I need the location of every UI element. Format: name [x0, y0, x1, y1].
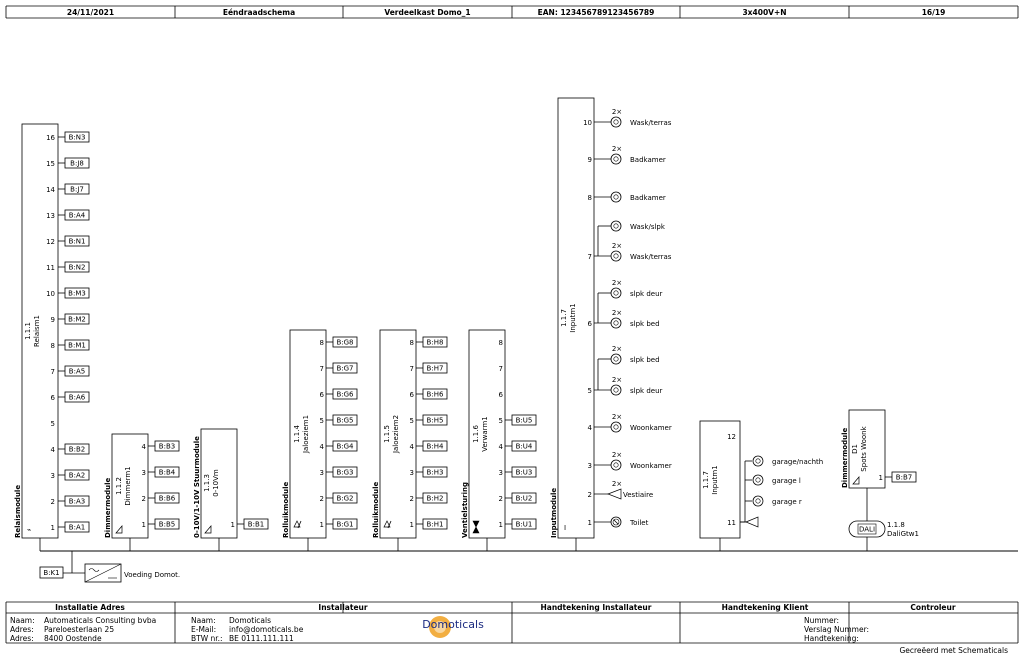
rolluik1-pin-number: 2 [319, 495, 324, 503]
input-pin-number: 9 [587, 156, 592, 164]
header-cell: 16/19 [921, 8, 946, 17]
dimmer-type-label: Dimmermodule [104, 477, 112, 538]
dali-symbol-text: DALI [858, 525, 876, 534]
dimmer-output-label: B:B5 [158, 520, 176, 529]
dimmer-pin-number: 4 [141, 443, 146, 451]
rolluik2-output-label: B:H4 [426, 442, 444, 451]
header-cell: EAN: 123456789123456789 [537, 8, 655, 17]
relais-output-label: B:N1 [68, 237, 86, 246]
rolluik2-output-label: B:H3 [426, 468, 444, 477]
ventiel-pin-number: 6 [498, 391, 503, 399]
input-label: slpk bed [630, 320, 660, 328]
dimmer2-pin-number: 1 [878, 474, 883, 482]
rolluik2-output-label: B:H5 [426, 416, 444, 425]
input-pin-number: 2 [587, 491, 592, 499]
rolluik1-pin-number: 7 [319, 365, 324, 373]
ventiel-pin-number: 5 [498, 417, 503, 425]
footer-credit: Gecreëerd met Schematicals [899, 646, 1008, 655]
footer-installateur-title: Installateur [318, 603, 368, 612]
footer-installatie-value: Pareloesterlaan 25 [44, 625, 115, 634]
footer-controleur-field: Verslag Nummer: [804, 625, 870, 634]
relais-pin-number: 2 [50, 498, 55, 506]
footer-controleur-title: Controleur [910, 603, 956, 612]
ventiel-pin-number: 4 [498, 443, 503, 451]
relais-pin-number: 1 [50, 524, 55, 532]
rolluik2-pin-number: 2 [409, 495, 414, 503]
rolluik1-output-label: B:G2 [336, 494, 354, 503]
input2-label: garage r [772, 498, 802, 506]
header-cell: 24/11/2021 [66, 8, 115, 17]
rolluik2-pin-number: 6 [409, 391, 414, 399]
input2-pushbutton-icon [753, 496, 763, 506]
input-multiplier: 2× [611, 242, 623, 250]
input-pushbutton-icon [611, 318, 621, 328]
input-pin-number: 6 [587, 320, 592, 328]
rolluik1-pin-number: 5 [319, 417, 324, 425]
footer-installatie-key: Adres: [10, 625, 34, 634]
input-pushbutton-icon [611, 154, 621, 164]
input-pin-number: 4 [587, 424, 592, 432]
footer-installatie-key: Naam: [10, 616, 35, 625]
input-multiplier: 2× [611, 480, 623, 488]
footer-installatie-value: 8400 Oostende [44, 634, 102, 643]
relais-output-label: B:M2 [68, 315, 86, 324]
rolluik1-pin-number: 3 [319, 469, 324, 477]
rolluik1-output-label: B:G6 [336, 390, 354, 399]
dimmer2-type-label: Dimmermodule [841, 427, 849, 488]
input-pushbutton-icon [611, 385, 621, 395]
footer-installatie-value: Automaticals Consulting bvba [44, 616, 157, 625]
input-pushbutton-icon [611, 221, 621, 231]
dimmer-output-label: B:B3 [158, 442, 176, 451]
dimmer-output-label: B:B6 [158, 494, 176, 503]
relais-module-id: 1.1.1 [24, 322, 32, 340]
input-label: slpk deur [630, 290, 663, 298]
rolluik2-pin-number: 8 [409, 339, 414, 347]
footer-installateur-key: E-Mail: [191, 625, 217, 634]
dimmer-pin-number: 2 [141, 495, 146, 503]
input-multiplier: 2× [611, 309, 623, 317]
rolluik2-pin-number: 5 [409, 417, 414, 425]
ventiel-pin-number: 1 [498, 521, 503, 529]
rolluik1-output-label: B:G7 [336, 364, 354, 373]
dimmer-pin-number: 3 [141, 469, 146, 477]
dimmer-module-id: 1.1.2 [115, 477, 123, 495]
relais-pin-number: 3 [50, 472, 55, 480]
input-sensor-icon [608, 489, 621, 499]
stuur-module-id: 1.1.3 [203, 474, 211, 492]
rolluik2-pin-number: 4 [409, 443, 414, 451]
ventiel-output-label: B:U1 [515, 520, 533, 529]
input-pushbutton-icon [611, 460, 621, 470]
rolluik1-output-label: B:G3 [336, 468, 354, 477]
relais-output-label: B:J7 [70, 185, 84, 194]
header-cell: Eéndraadschema [222, 8, 296, 17]
input2-pin-number: 11 [727, 519, 736, 527]
dali-id: 1.1.8 [887, 521, 905, 529]
relais-output-label: B:N3 [68, 133, 86, 142]
relais-output-label: B:B2 [68, 445, 86, 454]
dimmer2-output-label: B:B7 [895, 473, 913, 482]
dimmer-output-label: B:B4 [158, 468, 176, 477]
rolluik1-module-name: Jaloeziem1 [302, 414, 310, 454]
dimmer2-module-name: Spots Woonk [860, 426, 868, 472]
rolluik1-output-label: B:G1 [336, 520, 354, 529]
input-multiplier: 2× [611, 145, 623, 153]
input2-label: garage/nachth [772, 458, 824, 466]
rolluik2-output-label: B:H7 [426, 364, 444, 373]
input-multiplier: 2× [611, 108, 623, 116]
footer-controleur-field: Handtekening: [804, 634, 859, 643]
relais-output-label: B:J8 [70, 159, 84, 168]
input-label: slpk deur [630, 387, 663, 395]
relais-pin-number: 4 [50, 446, 55, 454]
input-module-name: Inputm1 [569, 303, 577, 333]
input-label: Badkamer [630, 156, 666, 164]
rolluik1-output-label: B:G5 [336, 416, 354, 425]
ventiel-pin-number: 3 [498, 469, 503, 477]
rolluik2-output-label: B:H8 [426, 338, 444, 347]
ventiel-type-label: Ventielsturing [461, 482, 469, 538]
rolluik1-type-label: Rolluikmodule [282, 481, 290, 538]
ventiel-pin-number: 8 [498, 339, 503, 347]
input-multiplier: 2× [611, 279, 623, 287]
stuur-type-label: 0-10V/1-10V Stuurmodule [193, 436, 201, 538]
rolluik1-pin-number: 6 [319, 391, 324, 399]
input2-pushbutton-icon [753, 456, 763, 466]
rolluik1-pin-number: 1 [319, 521, 324, 529]
input-pin-number: 5 [587, 387, 592, 395]
input-pin-number: 1 [587, 519, 592, 527]
input-multiplier: 2× [611, 345, 623, 353]
input-pushbutton-icon [611, 422, 621, 432]
relais-output-label: B:A3 [68, 497, 86, 506]
ventiel-output-label: B:U3 [515, 468, 533, 477]
input-multiplier: 2× [611, 376, 623, 384]
input2-module-name: Inputm1 [711, 465, 719, 495]
relais-output-label: B:A2 [68, 471, 86, 480]
relais-module-name: Relaism1 [33, 315, 41, 347]
relais-pin-number: 10 [46, 290, 55, 298]
rolluik1-module-id: 1.1.4 [293, 425, 301, 443]
rolluik1-output-label: B:G8 [336, 338, 354, 347]
relais-output-label: B:A6 [68, 393, 86, 402]
ventiel-output-label: B:U5 [515, 416, 533, 425]
input-type-label: Inputmodule [550, 487, 558, 538]
relais-output-label: B:A4 [68, 211, 86, 220]
domoticals-logo-text: Domoticals [422, 618, 484, 631]
input2-module-id: 1.1.7 [702, 471, 710, 489]
relais-pin-number: 7 [50, 368, 55, 376]
rolluik2-type-label: Rolluikmodule [372, 481, 380, 538]
dimmer2-module-id: D1 [851, 444, 859, 454]
footer-handtekening-klient: Handtekening Klient [721, 603, 809, 612]
input-multiplier: 2× [611, 451, 623, 459]
input-pin-number: 10 [583, 119, 592, 127]
ventiel-module-id: 1.1.6 [472, 425, 480, 443]
rolluik2-module-id: 1.1.5 [383, 425, 391, 443]
voeding-name: Voeding Domot. [124, 571, 181, 579]
ventiel-module-name: Verwarm1 [481, 416, 489, 452]
dimmer-pin-number: 1 [141, 521, 146, 529]
footer-installateur-key: Naam: [191, 616, 216, 625]
input2-pin-number: 12 [727, 433, 736, 441]
input-label: Wask/terras [630, 119, 672, 127]
relais-output-label: B:N2 [68, 263, 86, 272]
stuur-module-name: 0-10Vm [212, 469, 220, 497]
relais-pin-number: 9 [50, 316, 55, 324]
input-label: slpk bed [630, 356, 660, 364]
rolluik2-output-label: B:H6 [426, 390, 444, 399]
input-pushbutton-icon [611, 192, 621, 202]
ventiel-output-label: B:U4 [515, 442, 533, 451]
rolluik2-output-label: B:H2 [426, 494, 444, 503]
input-label: Woonkamer [630, 462, 672, 470]
rolluik2-module-name: Jaloeziem2 [392, 414, 400, 454]
relais-output-label: B:M3 [68, 289, 86, 298]
footer-installatie-title: Installatie Adres [55, 603, 125, 612]
rolluik1-output-label: B:G4 [336, 442, 354, 451]
input-label: Badkamer [630, 194, 666, 202]
footer-installateur-key: BTW nr.: [191, 634, 223, 643]
ventiel-pin-number: 2 [498, 495, 503, 503]
input-pin-number: 3 [587, 462, 592, 470]
input-label: Vestiaire [623, 491, 654, 499]
input-pin-number: 8 [587, 194, 592, 202]
relais-pin-number: 8 [50, 342, 55, 350]
relais-output-label: B:A5 [68, 367, 86, 376]
input2-pushbutton-icon [753, 475, 763, 485]
footer-controleur-field: Nummer: [804, 616, 840, 625]
footer-handtekening-installateur: Handtekening Installateur [540, 603, 652, 612]
input-multiplier: 2× [611, 413, 623, 421]
relais-pin-number: 15 [46, 160, 55, 168]
input-cursor-icon: I [563, 524, 567, 532]
stuur-output-label: B:B1 [247, 520, 265, 529]
relais-pin-number: 12 [46, 238, 55, 246]
input-label: Wask/slpk [630, 223, 665, 231]
stuur-pin-number: 1 [230, 521, 235, 529]
header-cell: 3x400V+N [742, 8, 787, 17]
input-pushbutton-icon [611, 117, 621, 127]
footer-installatie-key: Adres: [10, 634, 34, 643]
footer-installateur-value: info@domoticals.be [229, 625, 304, 634]
rolluik2-pin-number: 7 [409, 365, 414, 373]
input-pushbutton-icon [611, 251, 621, 261]
input-pushbutton-icon [611, 288, 621, 298]
input-pin-number: 7 [587, 253, 592, 261]
input2-label: garage l [772, 477, 801, 485]
relais-type-label: Relaismodule [14, 484, 22, 538]
relais-pin-number: 5 [50, 420, 55, 428]
rolluik2-pin-number: 1 [409, 521, 414, 529]
input-pushbutton-icon [611, 354, 621, 364]
input2-sensor-icon [746, 517, 758, 527]
rolluik1-pin-number: 4 [319, 443, 324, 451]
relais-pin-number: 13 [46, 212, 55, 220]
dali-name: DaliGtw1 [887, 530, 919, 538]
dimmer-module-name: Dimmerm1 [124, 466, 132, 506]
relais-switch-icon: ⌁ [26, 526, 32, 534]
input-label: Toilet [630, 519, 649, 527]
ventiel-output-label: B:U2 [515, 494, 533, 503]
footer-installateur-value: BE 0111.111.111 [229, 634, 294, 643]
relais-pin-number: 14 [46, 186, 55, 194]
relais-output-label: B:M1 [68, 341, 86, 350]
relais-output-label: B:A1 [68, 523, 86, 532]
input-label: Woonkamer [630, 424, 672, 432]
input-module-id: 1.1.7 [560, 309, 568, 327]
relais-pin-number: 11 [46, 264, 55, 272]
rolluik1-pin-number: 8 [319, 339, 324, 347]
ventiel-pin-number: 7 [498, 365, 503, 373]
header-cell: Verdeelkast Domo_1 [384, 8, 471, 17]
footer-installateur-value: Domoticals [229, 616, 271, 625]
relais-pin-number: 16 [46, 134, 55, 142]
rolluik2-output-label: B:H1 [426, 520, 444, 529]
input-label: Wask/terras [630, 253, 672, 261]
relais-pin-number: 6 [50, 394, 55, 402]
rolluik2-pin-number: 3 [409, 469, 414, 477]
voeding-label: B:K1 [43, 569, 60, 577]
